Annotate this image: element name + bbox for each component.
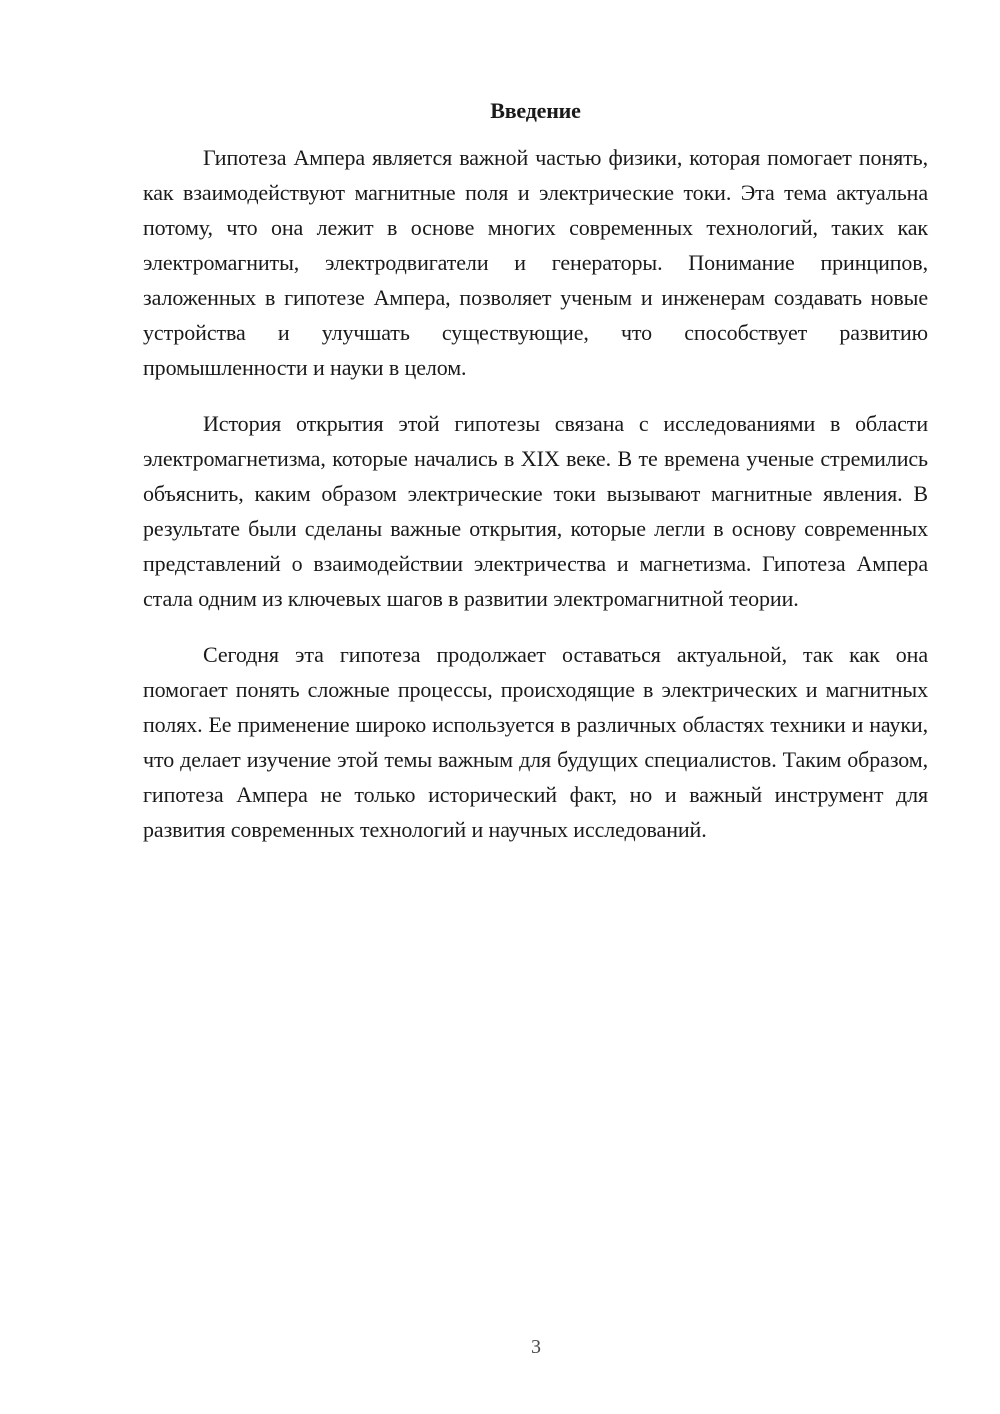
paragraph-3: Сегодня эта гипотеза продолжает оставаться актуальной, так как она помогает понять сложные процессы, происходящие в электрических и магнитных полях. Ее применение широко используется в различных областях техники и науки, что делает изучение этой темы важным для будущих специалистов. Таким образом, гипотеза Ампера не только исторический факт, но и важный инструмент для развития современных технологий и научных исследований.	[143, 642, 928, 842]
paragraph-1: Гипотеза Ампера является важной частью физики, которая помогает понять, как взаимодействуют магнитные поля и электрические токи. Эта тема актуальна потому, что она лежит в основе многих современных технологий, таких как электромагниты, электродвигатели и генераторы. Понимание принципов, заложенных в гипотезе Ампера, позволяет ученым и инженерам создавать новые устройства и улучшать существующие, что способствует развитию промышленности и науки в целом.	[143, 145, 928, 380]
page-content	[143, 96, 928, 868]
section-heading: Введение	[490, 98, 581, 123]
page-number: 3	[531, 1336, 541, 1358]
paragraph-2: История открытия этой гипотезы связана с исследованиями в области электромагнетизма, которые начались в XIX веке. В те времена ученые стремились объяснить, каким образом электрические токи вызывают магнитные явления. В результате были сделаны важные открытия, которые легли в основу современных представлений о взаимодействии электричества и магнетизма. Гипотеза Ампера стала одним из ключевых шагов в развитии электромагнитной теории.	[143, 411, 928, 611]
